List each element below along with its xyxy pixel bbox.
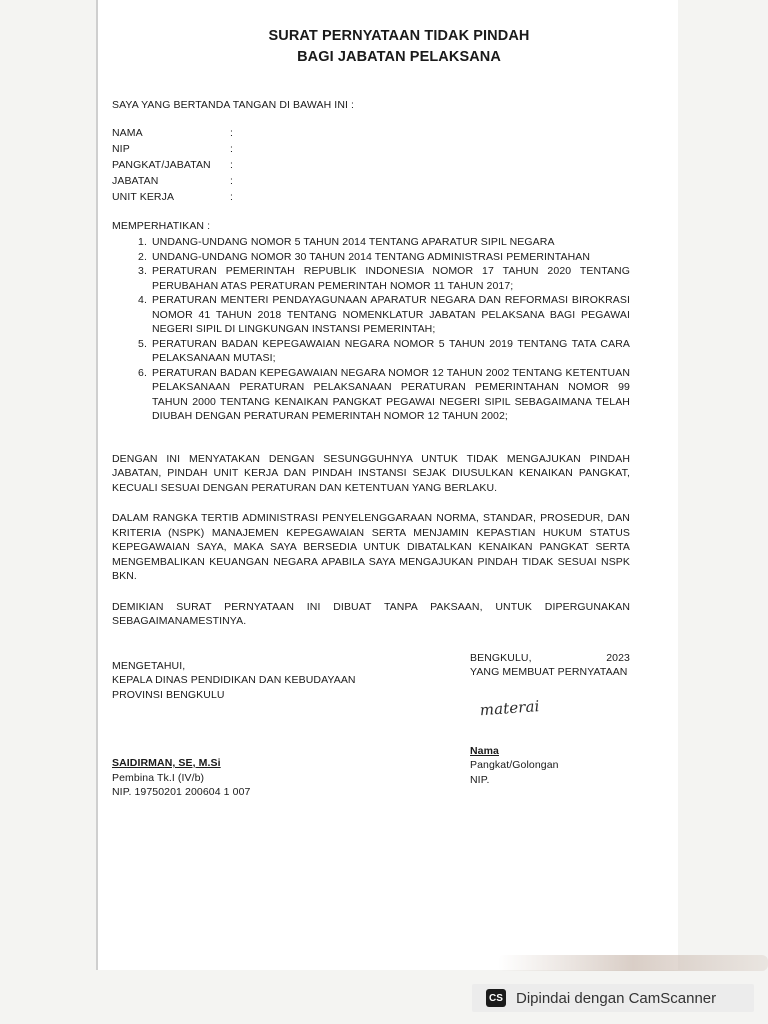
declarant-nip: NIP. <box>470 773 490 786</box>
acknowledger-province: PROVINSI BENGKULU <box>112 688 225 701</box>
identity-row-rank <box>112 157 630 173</box>
field-label: NIP <box>112 142 130 155</box>
declarant-name: Nama <box>470 744 499 757</box>
stamp-duty-note: materai <box>479 696 541 719</box>
considering-heading: MEMPERHATIKAN : <box>112 219 211 232</box>
identity-row-unit <box>112 189 630 205</box>
reference-item: 1. UNDANG-UNDANG NOMOR 5 TAHUN 2014 TENTANG APARATUR SIPIL NEGARA <box>150 235 630 250</box>
field-label: JABATAN <box>112 174 159 187</box>
identity-row-position <box>112 173 630 189</box>
signature-area <box>112 651 630 809</box>
acknowledger-name: SAIDIRMAN, SE, M.Si <box>112 757 221 769</box>
paper-shadow-edge <box>498 955 768 971</box>
reference-item: 2. UNDANG-UNDANG NOMOR 30 TAHUN 2014 TENTANG ADMINISTRASI PEMERINTAHAN <box>150 250 630 265</box>
field-label: UNIT KERJA <box>112 190 175 203</box>
field-colon: : <box>230 174 234 187</box>
field-label: PANGKAT/JABATAN <box>112 158 211 171</box>
statement-document <box>112 26 630 809</box>
field-colon: : <box>230 126 234 139</box>
camscanner-watermark <box>472 984 754 1012</box>
identity-row-name <box>112 125 630 141</box>
reference-list <box>112 235 630 424</box>
intro-line: SAYA YANG BERTANDA TANGAN DI BAWAH INI : <box>112 99 355 111</box>
declarant-rank: Pangkat/Golongan <box>470 759 559 771</box>
declarant-signature-block <box>470 651 630 788</box>
document-title <box>168 26 630 68</box>
camscanner-text: Dipindai dengan CamScanner <box>516 989 717 1007</box>
consequence-paragraph: DALAM RANGKA TERTIB ADMINISTRASI PENYELENGGARAAN NORMA, STANDAR, PROSEDUR, DAN KRITERIA (NSPK) MANAJEMEN KEPEGAWAIAN SERTA MENJAMIN KEPASTIAN HUKUM STATUS KEPEGAWAIAN SAYA, MAKA SAYA BERSEDIA UNTUK DIBATALKAN KENAIKAN PANGKAT SERTA MENGEMBALIKAN KEUANGAN NEGARA APABILA SAYA MENGAJUKAN PINDAH TIDAK SESUAI NSPK BKN. <box>112 512 630 582</box>
acknowledged-label: MENGETAHUI, <box>112 659 186 672</box>
reference-item: 6. PERATURAN BADAN KEPEGAWAIAN NEGARA NOMOR 12 TAHUN 2002 TENTANG KETENTUAN PELAKSANAAN PERATURAN PELAKSANAAN PERATURAN PEMERINTAHAN NOMOR 99 TAHUN 2000 TENTANG KENAIKAN PANGKAT PEGAWAI NEGERI SIPIL SEBAGAIMANA TELAH DIUBAH DENGAN PERATURAN PEMERINTAH NOMOR 12 TAHUN 2002; <box>150 366 630 424</box>
closing-paragraph: DEMIKIAN SURAT PERNYATAAN INI DIBUAT TANPA PAKSAAN, UNTUK DIPERGUNAKAN SEBAGAIMANAMESTINYA. <box>112 600 630 627</box>
statement-paragraph: DENGAN INI MENYATAKAN DENGAN SESUNGGUHNYA UNTUK TIDAK MENGAJUKAN PINDAH JABATAN, PINDAH UNIT KERJA DAN PINDAH INSTANSI SEJAK DIUSULKAN KENAIKAN PANGKAT, KECUALI SESUAI DENGAN PERATURAN DAN KETENTUAN YANG BERLAKU. <box>112 452 630 494</box>
reference-item: 5. PERATURAN BADAN KEPEGAWAIAN NEGARA NOMOR 5 TAHUN 2019 TENTANG TATA CARA PELAKSANAAN MUTASI; <box>150 337 630 366</box>
acknowledger-nip: NIP. 19750201 200604 1 007 <box>112 786 251 798</box>
reference-item: 3. PERATURAN PEMERINTAH REPUBLIK INDONESIA NOMOR 17 TAHUN 2020 TENTANG PERUBAHAN ATAS PERATURAN PEMERINTAH NOMOR 11 TAHUN 2017; <box>150 264 630 293</box>
field-colon: : <box>230 158 234 171</box>
place-date-row <box>470 651 630 666</box>
field-colon: : <box>230 190 234 203</box>
camscanner-logo-icon: CS <box>486 989 506 1007</box>
place-label: BENGKULU, <box>470 651 532 664</box>
acknowledger-rank: Pembina Tk.I (IV/b) <box>112 771 205 784</box>
title-line-2: BAGI JABATAN PELAKSANA <box>297 49 501 65</box>
declarant-role: YANG MEMBUAT PERNYATAAN <box>470 666 628 678</box>
title-line-1: SURAT PERNYATAAN TIDAK PINDAH <box>268 28 530 44</box>
identity-fields <box>112 125 630 205</box>
acknowledger-title: KEPALA DINAS PENDIDIKAN DAN KEBUDAYAAN <box>112 674 356 686</box>
acknowledger-signature-block <box>112 659 372 800</box>
year-label: 2023 <box>606 651 630 664</box>
reference-item: 4. PERATURAN MENTERI PENDAYAGUNAAN APARATUR NEGARA DAN REFORMASI BIROKRASI NOMOR 41 TAHUN 2018 TENTANG NOMENKLATUR JABATAN PELAKSANA BAGI PEGAWAI NEGERI SIPIL DI LINGKUNGAN INSTANSI PEMERINTAH; <box>150 293 630 337</box>
field-colon: : <box>230 142 234 155</box>
field-label: NAMA <box>112 126 143 139</box>
identity-row-nip <box>112 141 630 157</box>
